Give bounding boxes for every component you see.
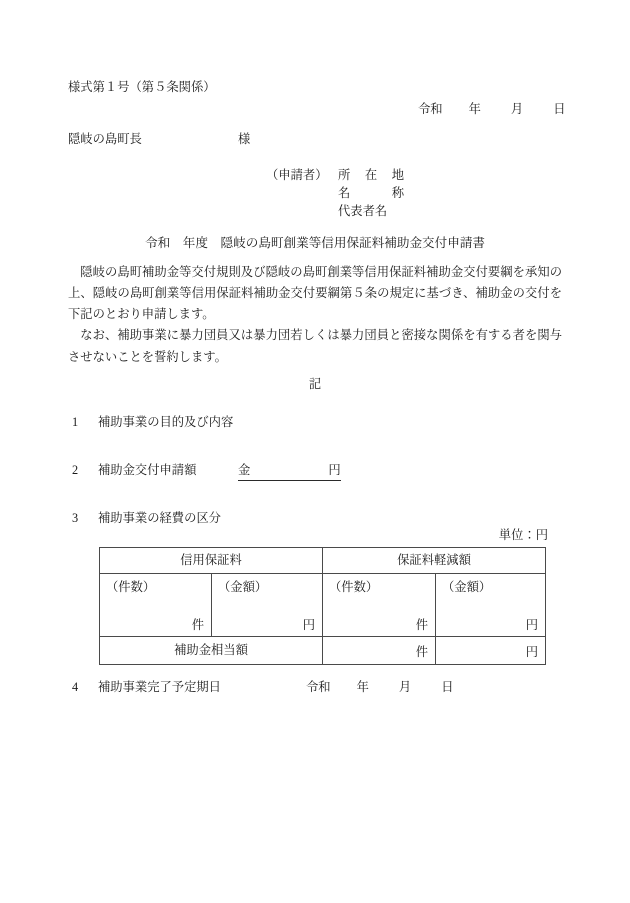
applicant-field-representative: 代表者名 (338, 204, 388, 218)
table-row-data (100, 574, 546, 637)
addressee-suffix: 様 (238, 132, 251, 146)
item-2-label: 補助金交付申請額 (98, 463, 197, 477)
cell-caption-amount-1: （金額） (218, 580, 268, 594)
item-4 (72, 678, 221, 696)
unit-label: 単位：円 (498, 528, 548, 542)
cell-caption-count-1: （件数） (106, 580, 156, 594)
body-text (68, 262, 562, 368)
amount-prefix: 金 (238, 463, 251, 477)
date-year-unit: 年 (468, 102, 481, 116)
addressee: 隠岐の島町長 (68, 132, 142, 146)
applicant-block (266, 166, 404, 220)
item-4-label: 補助事業完了予定期日 (98, 680, 221, 694)
cell-unit-count-2: 件 (415, 618, 428, 632)
date-era: 令和 (418, 102, 443, 116)
cell-caption-amount-2: （金額） (442, 580, 492, 594)
item-2 (72, 461, 196, 479)
cell-unit-count-1: 件 (191, 618, 204, 632)
body-paragraph-1: 隠岐の島町補助金等交付規則及び隠岐の島町創業等信用保証料補助金交付要綱を承知の上、隠岐の島町創業等信用保証料補助金交付要綱第５条の規定に基づき、補助金の交付を下記のとおり申請します。 (68, 265, 562, 322)
total-row-count[interactable] (323, 637, 436, 665)
item-4-day-unit: 日 (441, 680, 454, 694)
cell-unit-amount-1: 円 (302, 618, 315, 632)
group-header-reduction: 保証料軽減額 (323, 548, 546, 574)
cell-reduction-amount[interactable] (436, 574, 546, 637)
cost-table (99, 547, 546, 665)
date-month-unit: 月 (510, 102, 524, 116)
item-4-date[interactable] (306, 678, 454, 696)
table-row-total (100, 637, 546, 665)
item-4-number: 4 (72, 680, 79, 694)
date-line-top (418, 100, 566, 118)
form-number: 様式第１号（第５条関係） (68, 80, 216, 94)
item-3-number: 3 (72, 511, 79, 525)
date-day-unit: 日 (553, 102, 566, 116)
applicant-row-name (266, 184, 404, 202)
item-2-amount-field[interactable] (238, 461, 341, 481)
group-header-credit-guarantee: 信用保証料 (100, 548, 323, 574)
total-amount-unit: 円 (525, 644, 539, 659)
item-4-month-unit: 月 (398, 680, 412, 694)
applicant-field-address: 所在地 (338, 168, 404, 182)
item-1-number: 1 (72, 415, 79, 429)
cell-credit-count[interactable] (100, 574, 212, 637)
applicant-row-representative (266, 202, 404, 220)
ki-marker: 記 (308, 377, 322, 391)
page-title: 令和 年度 隠岐の島町創業等信用保証料補助金交付申請書 (144, 236, 486, 250)
item-4-era: 令和 (306, 680, 331, 694)
cell-reduction-count[interactable] (323, 574, 436, 637)
item-1 (72, 413, 233, 431)
total-row-label: 補助金相当額 (100, 637, 323, 665)
item-3-label: 補助事業の経費の区分 (98, 511, 221, 525)
cell-credit-amount[interactable] (212, 574, 323, 637)
cell-unit-amount-2: 円 (525, 618, 539, 632)
total-row-amount[interactable] (436, 637, 546, 665)
amount-suffix: 円 (328, 463, 341, 477)
total-count-unit: 件 (415, 644, 428, 659)
item-1-label: 補助事業の目的及び内容 (98, 415, 234, 429)
item-3 (72, 509, 221, 527)
item-4-year-unit: 年 (356, 680, 369, 694)
applicant-field-name: 名称 (338, 186, 404, 200)
applicant-row-address (266, 166, 404, 184)
cell-caption-count-2: （件数） (329, 580, 379, 594)
table-row-group-header (100, 548, 546, 574)
body-paragraph-2: なお、補助事業に暴力団員又は暴力団若しくは暴力団員と密接な関係を有する者を関与させないことを誓約します。 (68, 328, 562, 364)
item-2-number: 2 (72, 463, 79, 477)
applicant-label: （申請者） (266, 168, 328, 182)
